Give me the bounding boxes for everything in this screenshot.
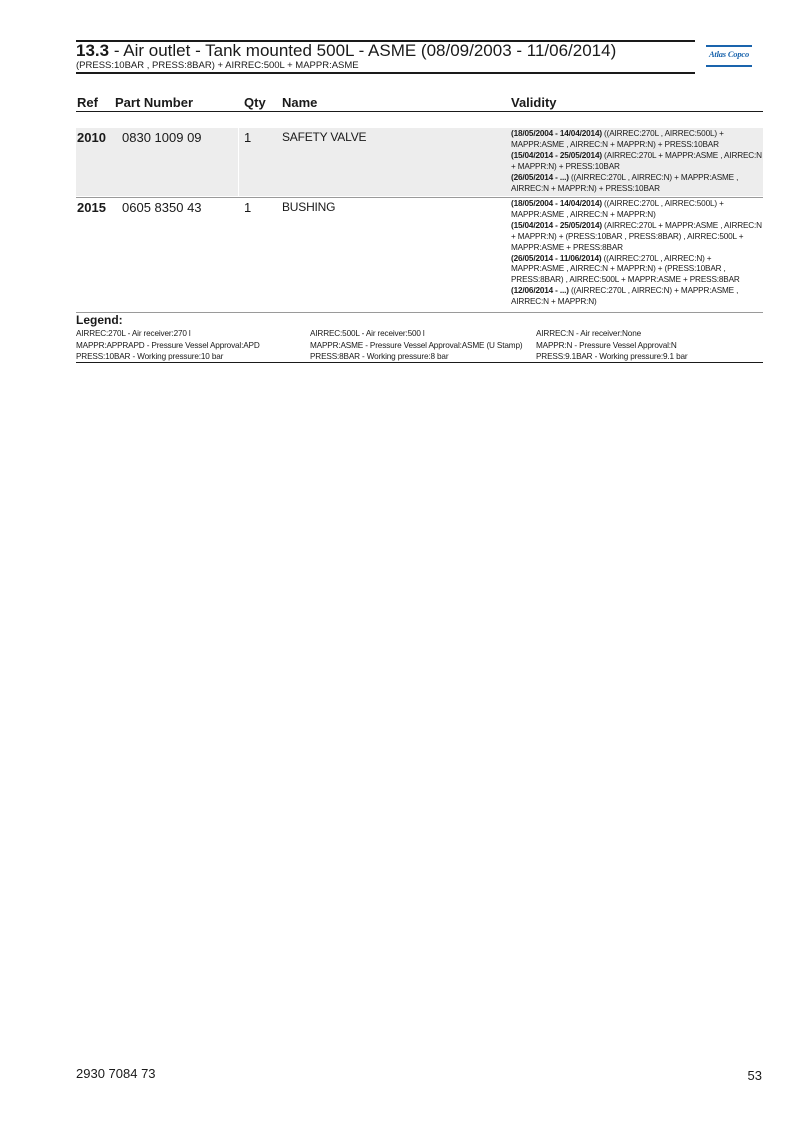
validity-date: (12/06/2014 - ...) xyxy=(511,286,569,296)
validity-text: (AIRREC:270L + MAPPR:ASME , AIRREC:N + MAPPR:N) + (PRESS:10BAR , PRESS:8BAR) , AIRREC:500L + MAPPR:ASME + PRESS:8BAR xyxy=(511,220,762,252)
row-ref: 2015 xyxy=(77,200,106,215)
row-part-number: 0605 8350 43 xyxy=(122,200,202,215)
row-name: BUSHING xyxy=(282,200,336,214)
validity-date: (15/04/2014 - 25/05/2014) xyxy=(511,150,602,160)
validity-date: (15/04/2014 - 25/05/2014) xyxy=(511,220,602,230)
validity-date: (18/05/2004 - 14/04/2014) xyxy=(511,129,602,138)
page-number: 53 xyxy=(747,1068,762,1083)
row-part-number: 0830 1009 09 xyxy=(122,130,202,145)
row-qty: 1 xyxy=(244,200,252,215)
page-subtitle: (PRESS:10BAR , PRESS:8BAR) + AIRREC:500L + MAPPR:ASME xyxy=(76,60,359,71)
column-header-ref: Ref xyxy=(77,95,98,110)
column-header-qty: Qty xyxy=(244,95,266,110)
section-title: - Air outlet - Tank mounted 500L - ASME (08/09/2003 - 11/06/2014) xyxy=(109,41,617,60)
legend-item: MAPPR:ASME - Pressure Vessel Approval:ASME (U Stamp) xyxy=(310,340,523,350)
header-bottom-rule xyxy=(76,72,695,74)
legend-item: MAPPR:APPRAPD - Pressure Vessel Approval:APD xyxy=(76,340,260,350)
validity-text: ((AIRREC:270L , AIRREC:N) + MAPPR:ASME , AIRREC:N + MAPPR:N) + (PRESS:10BAR , PRESS:8BAR) , AIRREC:500L + MAPPR:ASME + PRESS:8BAR xyxy=(511,253,740,285)
legend-item: AIRREC:N - Air receiver:None xyxy=(536,329,641,338)
row-validity xyxy=(511,199,763,308)
section-number: 13.3 xyxy=(76,41,110,60)
table-row xyxy=(76,198,763,312)
validity-text: ((AIRREC:270L , AIRREC:500L) + MAPPR:ASME , AIRREC:N + MAPPR:N) + PRESS:10BAR xyxy=(511,129,724,149)
column-header-validity: Validity xyxy=(511,95,557,110)
validity-text: ((AIRREC:270L , AIRREC:N) + MAPPR:ASME , AIRREC:N + MAPPR:N) xyxy=(511,286,739,307)
legend-item: PRESS:10BAR - Working pressure:10 bar xyxy=(76,352,224,361)
legend-bottom-rule xyxy=(76,362,763,363)
column-header-part-number: Part Number xyxy=(115,95,194,110)
table-row xyxy=(76,128,763,196)
validity-date: (26/05/2014 - ...) xyxy=(511,172,569,182)
logo-band-bottom xyxy=(706,65,752,67)
column-divider xyxy=(238,128,239,196)
page-title xyxy=(76,42,616,60)
validity-date: (26/05/2014 - 11/06/2014) xyxy=(511,253,602,263)
atlas-copco-logo xyxy=(706,45,752,67)
validity-date: (18/05/2004 - 14/04/2014) xyxy=(511,199,602,208)
row-name: SAFETY VALVE xyxy=(282,130,367,144)
legend-item: PRESS:9.1BAR - Working pressure:9.1 bar xyxy=(536,352,688,361)
logo-text: Atlas Copco xyxy=(708,49,750,59)
logo-band-top xyxy=(706,45,752,47)
validity-text: ((AIRREC:270L , AIRREC:N) + MAPPR:ASME , AIRREC:N + MAPPR:N) + PRESS:10BAR xyxy=(511,172,739,193)
row-validity xyxy=(511,129,763,194)
row-divider xyxy=(76,312,763,313)
table-header-rule xyxy=(76,111,763,112)
row-qty: 1 xyxy=(244,130,252,145)
validity-text: (AIRREC:270L + MAPPR:ASME , AIRREC:N + MAPPR:N) + PRESS:10BAR xyxy=(511,150,762,171)
legend-title: Legend: xyxy=(76,313,123,327)
legend-item: AIRREC:500L - Air receiver:500 l xyxy=(310,329,425,338)
legend-item: AIRREC:270L - Air receiver:270 l xyxy=(76,329,191,338)
document-number: 2930 7084 73 xyxy=(76,1066,156,1081)
row-ref: 2010 xyxy=(77,130,106,145)
validity-text: ((AIRREC:270L , AIRREC:500L) + MAPPR:ASME , AIRREC:N + MAPPR:N) xyxy=(511,199,724,219)
legend-item: MAPPR:N - Pressure Vessel Approval:N xyxy=(536,340,677,350)
legend-item: PRESS:8BAR - Working pressure:8 bar xyxy=(310,352,449,361)
column-header-name: Name xyxy=(282,95,318,110)
